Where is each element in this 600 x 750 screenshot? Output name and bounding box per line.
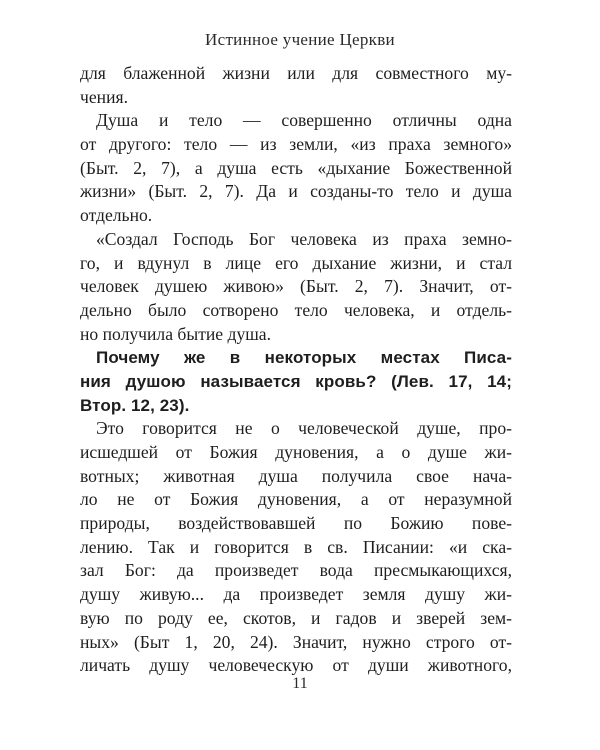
body-text xyxy=(80,62,512,678)
text-line: (Быт. 2, 7), а душа есть «дыхание Божественной xyxy=(80,157,512,178)
text-line: дельно было сотворено тело человека, и отдель- xyxy=(80,299,512,320)
text-line: человек душею живою» (Быт. 2, 7). Значит, от- xyxy=(80,276,512,297)
text-line: ных» (Быт 1, 20, 24). Значит, нужно строго от- xyxy=(80,631,512,652)
text-line: Душа и тело — совершенно отличны одна xyxy=(96,110,512,131)
running-header: Истинное учение Церкви xyxy=(205,30,395,49)
text-line: лению. Так и говорится в св. Писании: «и ска- xyxy=(80,536,512,557)
text-line: ло не от Божия дуновения, а от неразумной xyxy=(80,489,512,510)
page-number: 11 xyxy=(292,675,308,692)
text-line: для блаженной жизни или для совместного му- xyxy=(80,63,512,83)
text-line: исшедшей от Божия дуновения, а о душе жи- xyxy=(80,442,512,462)
text-line: от другого: тело — из земли, «из праха земного» xyxy=(80,134,512,155)
text-line: «Создал Господь Бог человека из праха земно- xyxy=(96,228,512,249)
text-line: природы, воздействовавшей по Божию пове- xyxy=(80,513,512,534)
text-line: чения. xyxy=(80,86,128,107)
question-line: Почему же в некоторых местах Писа- xyxy=(96,348,512,368)
text-line: душу живую... да произведет земля душу жи- xyxy=(80,584,512,605)
text-line: личать душу человеческую от души животного, xyxy=(80,655,512,676)
text-line: вотных; животная душа получила свое нача- xyxy=(80,465,512,486)
text-line: отдельно. xyxy=(80,205,153,226)
text-line: вую по роду ее, скотов, и гадов и зверей зем- xyxy=(80,607,512,628)
text-line: зал Бог: да произведет вода пресмыкающихся, xyxy=(80,560,512,581)
text-line: но получила бытие душа. xyxy=(80,323,272,344)
text-line: го, и вдунул в лице его дыхание жизни, и стал xyxy=(80,252,512,273)
question-line: Втор. 12, 23). xyxy=(80,395,190,415)
text-line: жизни» (Быт. 2, 7). Да и созданы-то тело и душа xyxy=(80,181,512,202)
question-line: ния душою называется кровь? (Лев. 17, 14; xyxy=(80,371,512,391)
text-line: Это говорится не о человеческой душе, про- xyxy=(96,418,512,439)
